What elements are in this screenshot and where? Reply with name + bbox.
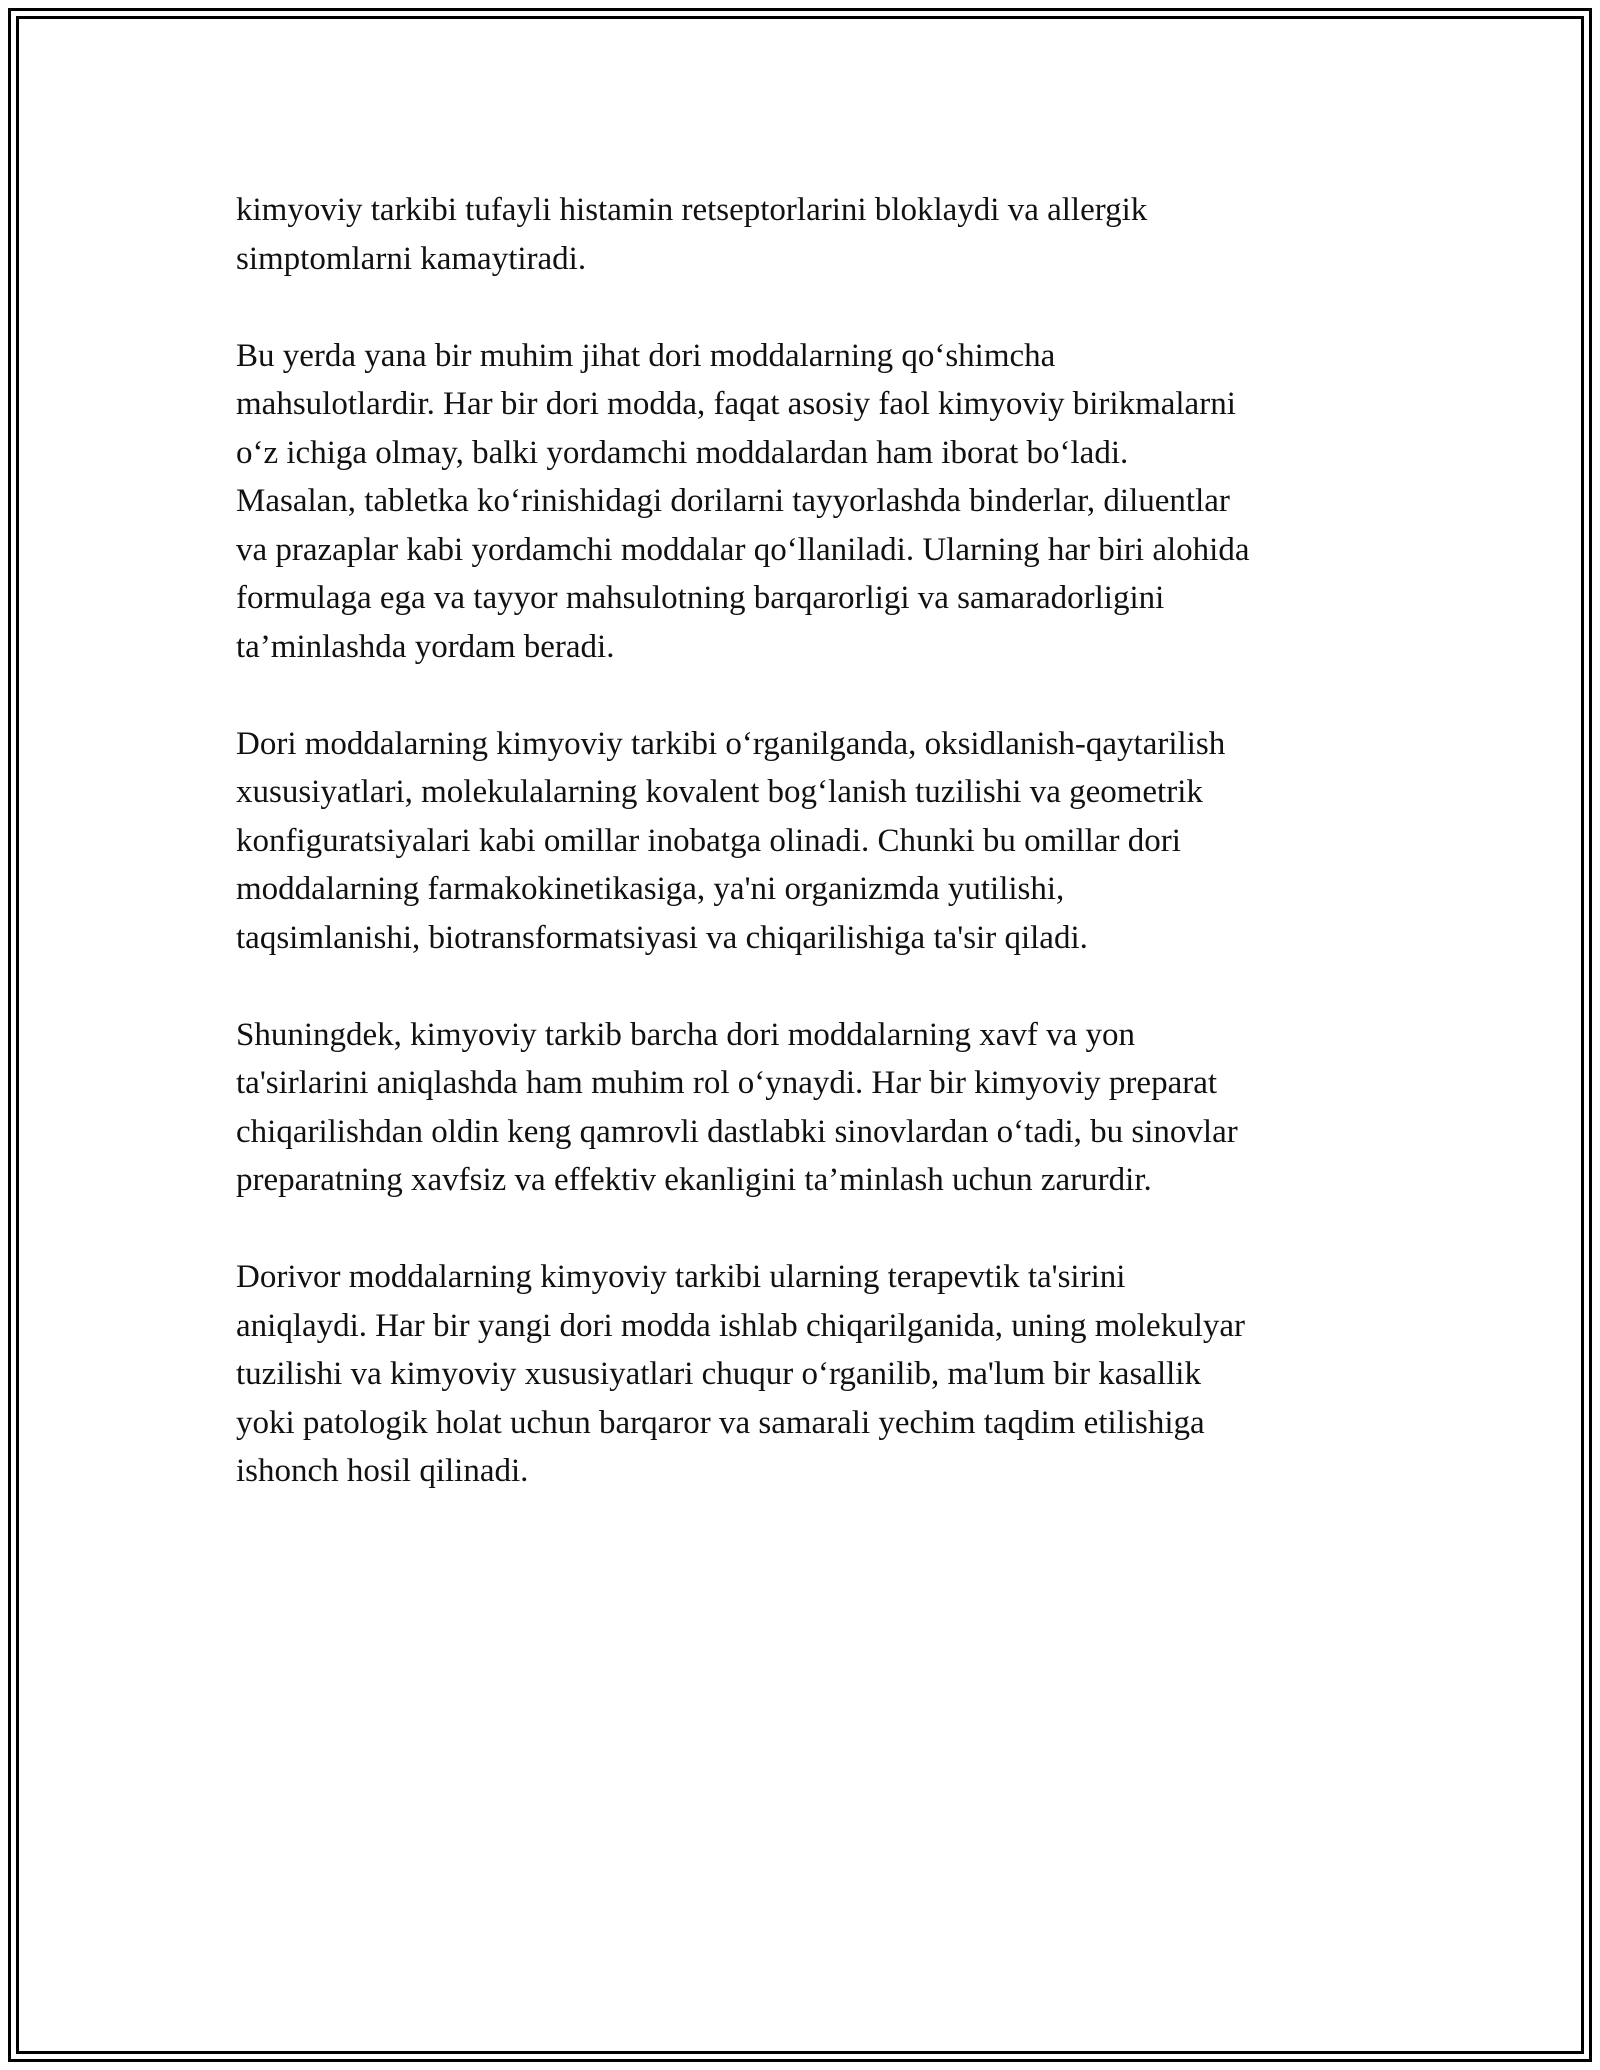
paragraph-4: Shuningdek, kimyoviy tarkib barcha dori moddalarning xavf va yon ta'sirlarini aniqlashda ham muhim rol o‘ynaydi. Har bir kimyoviy preparat chiqarilishdan oldin keng qamrovli dastlabki sinovlardan o‘tadi, bu sinovlar preparatning xavfsiz va effektiv ekanligini ta’minlash uchun zarurdir. bbox=[236, 1016, 1238, 1198]
paragraph-2: Bu yerda yana bir muhim jihat dori moddalarning qo‘shimcha mahsulotlardir. Har bir dori modda, faqat asosiy faol kimyoviy birikmalarni o‘z ichiga olmay, balki yordamchi moddalardan ham iborat bo‘ladi. Masalan, tabletka ko‘rinishidagi dorilarni tayyorlashda binderlar, diluentlar va prazaplar kabi yordamchi moddalar qo‘llaniladi. Ularning har biri alohida formulaga ega va tayyor mahsulotning barqarorligi va samaradorligini ta’minlashda yordam beradi. bbox=[236, 337, 1250, 665]
paragraph-1: kimyoviy tarkibi tufayli histamin retseptorlarini bloklaydi va allergik simptomlarni kamaytiradi. bbox=[236, 192, 1148, 277]
page-body bbox=[236, 186, 1366, 1544]
paragraph-3: Dori moddalarning kimyoviy tarkibi o‘rganilganda, oksidlanish-qaytarilish xususiyatlari, molekulalarning kovalent bog‘lanish tuzilishi va geometrik konfiguratsiyalari kabi omillar inobatga olinadi. Chunki bu omillar dori moddalarning farmakokinetikasiga, ya'ni organizmda yutilishi, taqsimlanishi, biotransformatsiyasi va chiqarilishiga ta'sir qiladi. bbox=[236, 725, 1226, 956]
paragraph-5: Dorivor moddalarning kimyoviy tarkibi ularning terapevtik ta'sirini aniqlaydi. Har bir yangi dori modda ishlab chiqarilganida, uning molekulyar tuzilishi va kimyoviy xususiyatlari chuqur o‘rganilib, ma'lum bir kasallik yoki patologik holat uchun barqaror va samarali yechim taqdim etilishiga ishonch hosil qilinadi. bbox=[236, 1259, 1245, 1489]
